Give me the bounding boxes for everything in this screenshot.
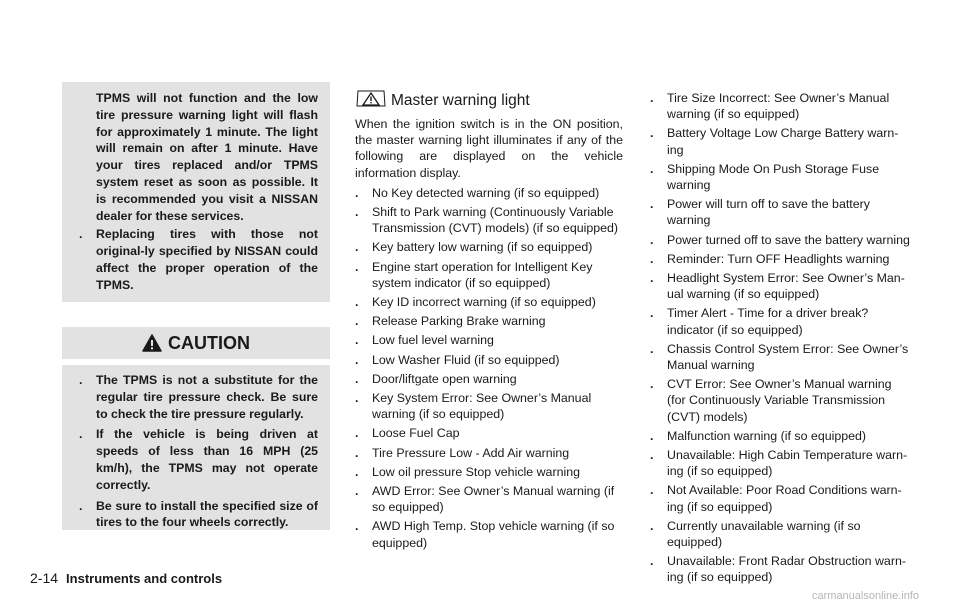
list-item — [355, 425, 623, 441]
list-item-text: Malfunction warning (if so equipped) — [667, 428, 867, 443]
list-item-text: Currently unavailable warning (if so equipped) — [667, 518, 861, 550]
list-item-text: Low oil pressure Stop vehicle warning — [372, 464, 580, 479]
list-item — [650, 90, 912, 122]
bullet-dot: . — [355, 426, 359, 441]
list-item-text: Power will turn off to save the battery warning — [667, 197, 870, 228]
list-item-text: Key battery low warning (if so equipped) — [372, 240, 593, 255]
list-item-text: Chassis Control System Error: See Owner’s Manual warning — [667, 341, 909, 373]
list-item — [650, 196, 912, 228]
section-name: Instruments and controls — [66, 571, 223, 586]
bullet-dot: . — [650, 271, 654, 286]
bullet-dot: . — [355, 333, 359, 348]
bullet-dot: . — [650, 448, 654, 463]
bullet-dot: . — [355, 391, 359, 406]
bullet-dot: . — [355, 205, 359, 220]
caution-body — [62, 365, 330, 530]
list-item-text: Release Parking Brake warning — [372, 314, 546, 329]
bullet-dot: . — [355, 464, 359, 479]
caution-item-text: If the vehicle is being driven at speeds of less than 16 MPH (25 km/h), the TPMS may not operate correctly. — [96, 427, 318, 492]
caution-item — [79, 372, 318, 422]
bullet-dot: . — [355, 295, 359, 310]
tpms-continued-text: TPMS will not function and the low tire pressure warning light will flash for approximately 1 minute. The light will remain on after 1 minute. Have your tires replaced and/or TPMS system reset as soon as possible. It is recommended you visit a NISSAN dealer for these services. — [96, 91, 318, 223]
list-item-text: Unavailable: Front Radar Obstruction warn-ing (if so equipped) — [667, 554, 906, 585]
warning-list-right — [650, 90, 912, 586]
list-item-text: Tire Pressure Low - Add Air warning — [372, 445, 570, 460]
list-item — [650, 518, 912, 550]
list-item-text: Low fuel level warning — [372, 333, 494, 348]
list-item — [650, 251, 912, 267]
watermark: carmanualsonline.info — [812, 590, 920, 602]
bullet-dot: . — [650, 377, 654, 392]
bullet-dot: . — [355, 484, 359, 499]
list-item — [650, 341, 912, 373]
tpms-note-box — [62, 82, 330, 302]
list-item-text: Tire Size Incorrect: See Owner’s Manual warning (if so equipped) — [667, 91, 890, 122]
caution-header — [62, 327, 330, 359]
bullet-dot: . — [79, 373, 83, 387]
bullet-dot: . — [650, 518, 654, 533]
bullet-dot: . — [650, 91, 654, 105]
bullet-dot: . — [355, 519, 359, 534]
master-warning-heading — [355, 90, 623, 112]
list-item — [355, 239, 623, 255]
bullet-dot: . — [650, 428, 654, 443]
bullet-dot: . — [650, 554, 654, 569]
list-item-text: Battery Voltage Low Charge Battery warn-ing — [667, 126, 899, 157]
bullet-dot: . — [355, 240, 359, 255]
caution-item — [79, 426, 318, 493]
list-item-text: Shipping Mode On Push Storage Fuse warning — [667, 161, 880, 193]
list-item-text: Door/liftgate open warning — [372, 371, 517, 386]
bullet-dot: . — [355, 371, 359, 386]
caution-title-row — [62, 327, 330, 359]
tpms-bullet-text: Replacing tires with those not original-ly specified by NISSAN could affect the proper operation of the TPMS. — [96, 227, 318, 292]
list-item — [355, 371, 623, 387]
bullet-dot: . — [79, 227, 83, 242]
list-item — [650, 428, 912, 444]
list-item-text: Unavailable: High Cabin Temperature warn-ing (if so equipped) — [667, 448, 908, 479]
master-warning-intro: When the ignition switch is in the ON position, the master warning light illuminates if any of the following are displayed on the vehicle information display. — [355, 117, 623, 180]
list-item — [355, 518, 623, 550]
list-item-text: Timer Alert - Time for a driver break? indicator (if so equipped) — [667, 306, 869, 337]
list-item — [355, 332, 623, 348]
bullet-dot: . — [355, 259, 359, 274]
list-item — [650, 270, 912, 302]
master-warning-icon — [355, 90, 387, 108]
warning-triangle-icon — [142, 334, 162, 352]
list-item — [355, 464, 623, 480]
list-item — [650, 232, 912, 248]
bullet-dot: . — [79, 427, 83, 442]
bullet-dot: . — [650, 341, 654, 356]
list-item — [650, 447, 912, 479]
list-item-text: Engine start operation for Intelligent Key system indicator (if so equipped) — [372, 259, 593, 290]
list-item — [650, 305, 912, 337]
list-item — [650, 482, 912, 514]
list-item-text: Not Available: Poor Road Conditions warn-ing (if so equipped) — [667, 483, 902, 514]
master-warning-section — [355, 90, 623, 554]
page-number: 2-14 — [30, 570, 59, 586]
list-item-text: Reminder: Turn OFF Headlights warning — [667, 251, 890, 266]
list-item — [650, 161, 912, 193]
list-item-text: Loose Fuel Cap — [372, 426, 460, 441]
page-footer — [30, 570, 222, 586]
bullet-dot: . — [79, 498, 83, 513]
caution-item-text: Be sure to install the specified size of tires to the four wheels correctly. — [96, 498, 318, 530]
list-item — [650, 553, 912, 585]
master-warning-list — [355, 185, 623, 551]
bullet-dot: . — [355, 352, 359, 367]
tpms-bullet — [79, 226, 318, 293]
list-item — [650, 125, 912, 157]
bullet-dot: . — [650, 126, 654, 141]
list-item — [355, 294, 623, 310]
warning-list-continued — [650, 90, 912, 589]
list-item — [355, 313, 623, 329]
list-item-text: Shift to Park warning (Continuously Variable Transmission (CVT) models) (if so equipped) — [372, 205, 619, 236]
bullet-dot: . — [650, 197, 654, 212]
list-item-text: CVT Error: See Owner’s Manual warning (for Continuously Variable Transmission (CVT) models) — [667, 377, 892, 424]
list-item — [355, 445, 623, 461]
caution-title: CAUTION — [168, 333, 250, 353]
list-item — [355, 185, 623, 201]
list-item — [355, 483, 623, 515]
list-item — [355, 390, 623, 422]
list-item-text: AWD High Temp. Stop vehicle warning (if so equipped) — [372, 519, 615, 550]
list-item-text: Headlight System Error: See Owner’s Man-ual warning (if so equipped) — [667, 271, 905, 302]
list-item-text: Key System Error: See Owner’s Manual warning (if so equipped) — [372, 391, 592, 422]
list-item — [355, 204, 623, 236]
bullet-dot: . — [650, 483, 654, 498]
list-item-text: Key ID incorrect warning (if so equipped) — [372, 295, 596, 310]
list-item — [355, 352, 623, 368]
list-item-text: No Key detected warning (if so equipped) — [372, 185, 600, 200]
caution-item-text: The TPMS is not a substitute for the regular tire pressure check. Be sure to check the tire pressure regularly. — [96, 373, 318, 421]
bullet-dot: . — [650, 232, 654, 247]
bullet-dot: . — [650, 161, 654, 176]
bullet-dot: . — [355, 314, 359, 329]
list-item — [355, 259, 623, 291]
list-item-text: Low Washer Fluid (if so equipped) — [372, 352, 560, 367]
list-item-text: Power turned off to save the battery warning — [667, 232, 910, 247]
bullet-dot: . — [650, 251, 654, 266]
list-item — [650, 376, 912, 425]
master-warning-title: Master warning light — [391, 92, 530, 109]
caution-list — [62, 365, 330, 531]
bullet-dot: . — [355, 185, 359, 200]
caution-item — [79, 498, 318, 532]
bullet-dot: . — [355, 445, 359, 460]
bullet-dot: . — [650, 306, 654, 321]
list-item-text: AWD Error: See Owner’s Manual warning (if so equipped) — [372, 484, 615, 515]
